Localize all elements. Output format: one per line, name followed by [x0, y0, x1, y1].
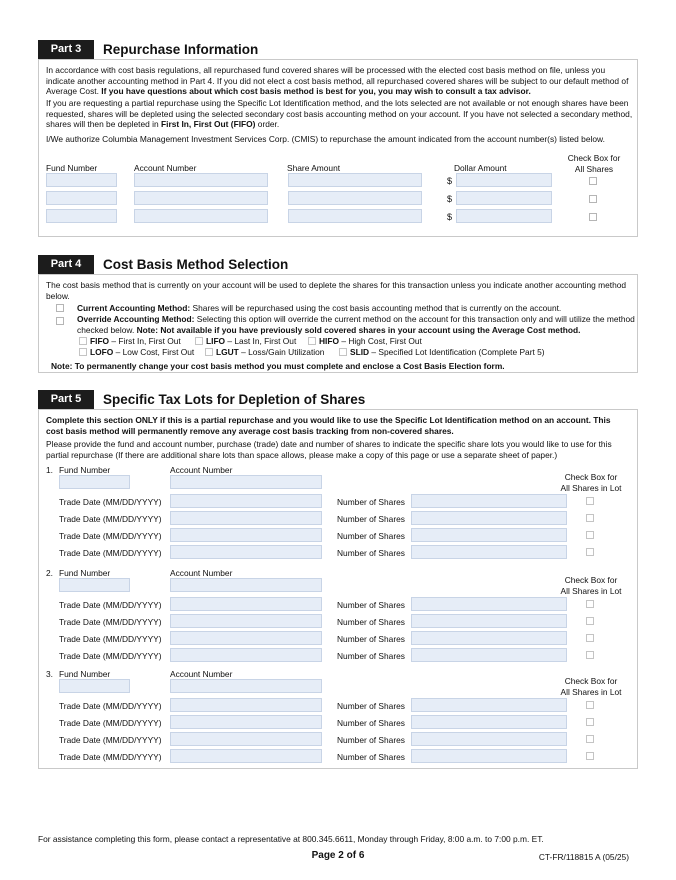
all-shares-in-lot-checkbox[interactable]: [586, 651, 594, 659]
number-of-shares-label: Number of Shares: [337, 701, 405, 711]
lifo-checkbox[interactable]: [195, 337, 203, 345]
trade-date-label: Trade Date (MM/DD/YYYY): [59, 497, 162, 507]
override-method-option: Override Accounting Method: Selecting this option will override the current method on the account for this transaction only and will utilize the method checked below. Note: Not available if you have previously sold covered shares in your account using the Average Cost method.: [77, 314, 635, 335]
lot-fund-number-field[interactable]: [59, 578, 130, 592]
part3-box: [38, 59, 638, 237]
trade-date-label: Trade Date (MM/DD/YYYY): [59, 634, 162, 644]
part5-box: [38, 409, 638, 769]
part5-tag: Part 5: [38, 390, 94, 409]
all-shares-in-lot-checkbox[interactable]: [586, 600, 594, 608]
fifo-checkbox[interactable]: [79, 337, 87, 345]
check-all-shares-in-lot-header: Check Box for All Shares in Lot: [560, 575, 622, 596]
lot-account-number-label: Account Number: [170, 568, 233, 578]
account-number-field-3[interactable]: [134, 209, 268, 223]
lofo-checkbox[interactable]: [79, 348, 87, 356]
all-shares-in-lot-checkbox[interactable]: [586, 548, 594, 556]
method-slid[interactable]: SLID – Specified Lot Identification (Complete Part 5): [339, 347, 545, 358]
lot-account-number-field[interactable]: [170, 679, 322, 693]
fund-number-field-2[interactable]: [46, 191, 117, 205]
slid-checkbox[interactable]: [339, 348, 347, 356]
lot-account-number-field[interactable]: [170, 578, 322, 592]
part3-paragraph-3: I/We authorize Columbia Management Investment Services Corp. (CMIS) to repurchase the amount indicated from the account number(s) listed below.: [46, 134, 605, 144]
account-number-field-1[interactable]: [134, 173, 268, 187]
lot-account-number-label: Account Number: [170, 669, 233, 679]
part5-intro: Please provide the fund and account number, purchase (trade) date and number of shares to indicate the specific share lots you would like to use for this partial repurchase (If there are additional share lots than space allows, please make a copy of this page or use a separate sheet of paper.): [46, 439, 612, 460]
method-lofo[interactable]: LOFO – Low Cost, First Out: [79, 347, 194, 358]
form-id: CT-FR/118815 A (05/25): [538, 852, 629, 862]
trade-date-label: Trade Date (MM/DD/YYYY): [59, 718, 162, 728]
override-method-checkbox[interactable]: [56, 317, 64, 325]
number-of-shares-label: Number of Shares: [337, 531, 405, 541]
dollar-amount-field-3[interactable]: [456, 209, 552, 223]
share-amount-field-2[interactable]: [288, 191, 422, 205]
number-of-shares-label: Number of Shares: [337, 548, 405, 558]
lot-account-number-label: Account Number: [170, 465, 233, 475]
current-method-option: Current Accounting Method: Shares will be repurchased using the cost basis accounting method that is currently on the account.: [77, 303, 562, 313]
trade-date-label: Trade Date (MM/DD/YYYY): [59, 752, 162, 762]
part3-header: [38, 40, 638, 59]
all-shares-in-lot-checkbox[interactable]: [586, 701, 594, 709]
hifo-checkbox[interactable]: [308, 337, 316, 345]
current-method-checkbox[interactable]: [56, 304, 64, 312]
number-of-shares-label: Number of Shares: [337, 718, 405, 728]
lot-fund-number-label: Fund Number: [59, 465, 111, 475]
lot-account-number-field[interactable]: [170, 475, 322, 489]
trade-date-label: Trade Date (MM/DD/YYYY): [59, 701, 162, 711]
dollar-sign-2: $: [447, 194, 453, 204]
number-of-shares-label: Number of Shares: [337, 651, 405, 661]
trade-date-field[interactable]: [170, 614, 322, 628]
part5-title: Specific Tax Lots for Depletion of Shares: [103, 392, 366, 407]
all-shares-checkbox-3[interactable]: [589, 213, 597, 221]
dollar-sign-1: $: [447, 176, 453, 186]
number-of-shares-field[interactable]: [411, 648, 567, 662]
part3-tag: Part 3: [38, 40, 94, 59]
part4-box: [38, 274, 638, 373]
number-of-shares-label: Number of Shares: [337, 497, 405, 507]
number-of-shares-field[interactable]: [411, 698, 567, 712]
share-amount-field-3[interactable]: [288, 209, 422, 223]
part4-header: [38, 255, 638, 274]
part5-header: [38, 390, 638, 409]
all-shares-in-lot-checkbox[interactable]: [586, 531, 594, 539]
all-shares-in-lot-checkbox[interactable]: [586, 735, 594, 743]
number-of-shares-field[interactable]: [411, 511, 567, 525]
all-shares-in-lot-checkbox[interactable]: [586, 752, 594, 760]
lot-group-number: 1.: [46, 465, 53, 475]
part4-note: Note: To permanently change your cost basis method you must complete and enclose a Cost Basis Election form.: [51, 361, 505, 371]
method-lifo[interactable]: LIFO – Last In, First Out: [195, 336, 296, 347]
number-of-shares-field[interactable]: [411, 732, 567, 746]
all-shares-checkbox-1[interactable]: [589, 177, 597, 185]
trade-date-label: Trade Date (MM/DD/YYYY): [59, 600, 162, 610]
check-all-shares-in-lot-header: Check Box for All Shares in Lot: [560, 472, 622, 493]
number-of-shares-field[interactable]: [411, 528, 567, 542]
trade-date-label: Trade Date (MM/DD/YYYY): [59, 514, 162, 524]
all-shares-in-lot-checkbox[interactable]: [586, 514, 594, 522]
check-all-shares-header: Check Box for All Shares: [567, 153, 621, 174]
trade-date-field[interactable]: [170, 631, 322, 645]
trade-date-field[interactable]: [170, 511, 322, 525]
number-of-shares-label: Number of Shares: [337, 600, 405, 610]
trade-date-field[interactable]: [170, 528, 322, 542]
fund-number-field-3[interactable]: [46, 209, 117, 223]
trade-date-field[interactable]: [170, 732, 322, 746]
all-shares-in-lot-checkbox[interactable]: [586, 634, 594, 642]
lot-fund-number-field[interactable]: [59, 475, 130, 489]
part4-tag: Part 4: [38, 255, 94, 274]
part3-paragraph-1: In accordance with cost basis regulations, all repurchased fund covered shares will be processed with the elected cost basis method on file, unless you indicate another accounting method in Part 4. If you did not elect a cost basis method, all repurchased covered shares will be subject to our default method of Average Cost. If you have questions about which cost basis method is best for you, you may wish to consult a tax advisor.: [46, 65, 629, 96]
part4-title: Cost Basis Method Selection: [103, 257, 289, 272]
trade-date-label: Trade Date (MM/DD/YYYY): [59, 735, 162, 745]
lot-group-number: 3.: [46, 669, 53, 679]
all-shares-in-lot-checkbox[interactable]: [586, 617, 594, 625]
number-of-shares-label: Number of Shares: [337, 514, 405, 524]
all-shares-checkbox-2[interactable]: [589, 195, 597, 203]
trade-date-field[interactable]: [170, 545, 322, 559]
number-of-shares-field[interactable]: [411, 614, 567, 628]
number-of-shares-field[interactable]: [411, 597, 567, 611]
lgut-checkbox[interactable]: [205, 348, 213, 356]
lot-fund-number-label: Fund Number: [59, 568, 111, 578]
number-of-shares-label: Number of Shares: [337, 735, 405, 745]
method-fifo[interactable]: FIFO – First In, First Out: [79, 336, 181, 347]
part3-title: Repurchase Information: [103, 42, 259, 57]
lot-fund-number-label: Fund Number: [59, 669, 111, 679]
trade-date-field[interactable]: [170, 715, 322, 729]
dollar-amount-field-1[interactable]: [456, 173, 552, 187]
trade-date-label: Trade Date (MM/DD/YYYY): [59, 617, 162, 627]
page-number: Page 2 of 6: [311, 850, 365, 861]
number-of-shares-field[interactable]: [411, 545, 567, 559]
number-of-shares-label: Number of Shares: [337, 752, 405, 762]
fund-number-header: Fund Number: [46, 163, 98, 173]
trade-date-field[interactable]: [170, 597, 322, 611]
account-number-field-2[interactable]: [134, 191, 268, 205]
dollar-sign-3: $: [447, 212, 453, 222]
trade-date-label: Trade Date (MM/DD/YYYY): [59, 651, 162, 661]
number-of-shares-label: Number of Shares: [337, 617, 405, 627]
trade-date-field[interactable]: [170, 648, 322, 662]
share-amount-field-1[interactable]: [288, 173, 422, 187]
dollar-amount-field-2[interactable]: [456, 191, 552, 205]
assistance-text: For assistance completing this form, please contact a representative at 800.345.6611, Monday through Friday, 8:00 a.m. to 7:00 p.m. ET.: [38, 834, 544, 844]
part5-intro-bold: Complete this section ONLY if this is a partial repurchase and you would like to use the Specific Lot Identification method on an account. This cost basis method will permanently remove any average cost basis tracking from non-covered shares.: [46, 415, 611, 436]
part3-paragraph-2: If you are requesting a partial repurchase using the Specific Lot Identification method, and the lots selected are not available or not enough shares have been requested, shares will be depleted using the selected secondary cost basis accounting method on your account. If you have not selected a secondary method, shares will then be depleted in First In, First Out (FIFO) order.: [46, 98, 633, 129]
account-number-header: Account Number: [134, 163, 197, 173]
method-hifo[interactable]: HIFO – High Cost, First Out: [308, 336, 422, 347]
dollar-amount-header: Dollar Amount: [454, 163, 507, 173]
number-of-shares-label: Number of Shares: [337, 634, 405, 644]
fund-number-field-1[interactable]: [46, 173, 117, 187]
trade-date-field[interactable]: [170, 698, 322, 712]
part4-intro: The cost basis method that is currently on your account will be used to deplete the shares for this transaction unless you indicate another accounting method below.: [46, 280, 627, 301]
check-all-shares-in-lot-header: Check Box for All Shares in Lot: [560, 676, 622, 697]
all-shares-in-lot-checkbox[interactable]: [586, 718, 594, 726]
share-amount-header: Share Amount: [287, 163, 341, 173]
method-lgut[interactable]: LGUT – Loss/Gain Utilization: [205, 347, 324, 358]
lot-fund-number-field[interactable]: [59, 679, 130, 693]
trade-date-label: Trade Date (MM/DD/YYYY): [59, 531, 162, 541]
lot-group-number: 2.: [46, 568, 53, 578]
number-of-shares-field[interactable]: [411, 715, 567, 729]
trade-date-label: Trade Date (MM/DD/YYYY): [59, 548, 162, 558]
number-of-shares-field[interactable]: [411, 749, 567, 763]
trade-date-field[interactable]: [170, 494, 322, 508]
all-shares-in-lot-checkbox[interactable]: [586, 497, 594, 505]
number-of-shares-field[interactable]: [411, 631, 567, 645]
number-of-shares-field[interactable]: [411, 494, 567, 508]
trade-date-field[interactable]: [170, 749, 322, 763]
